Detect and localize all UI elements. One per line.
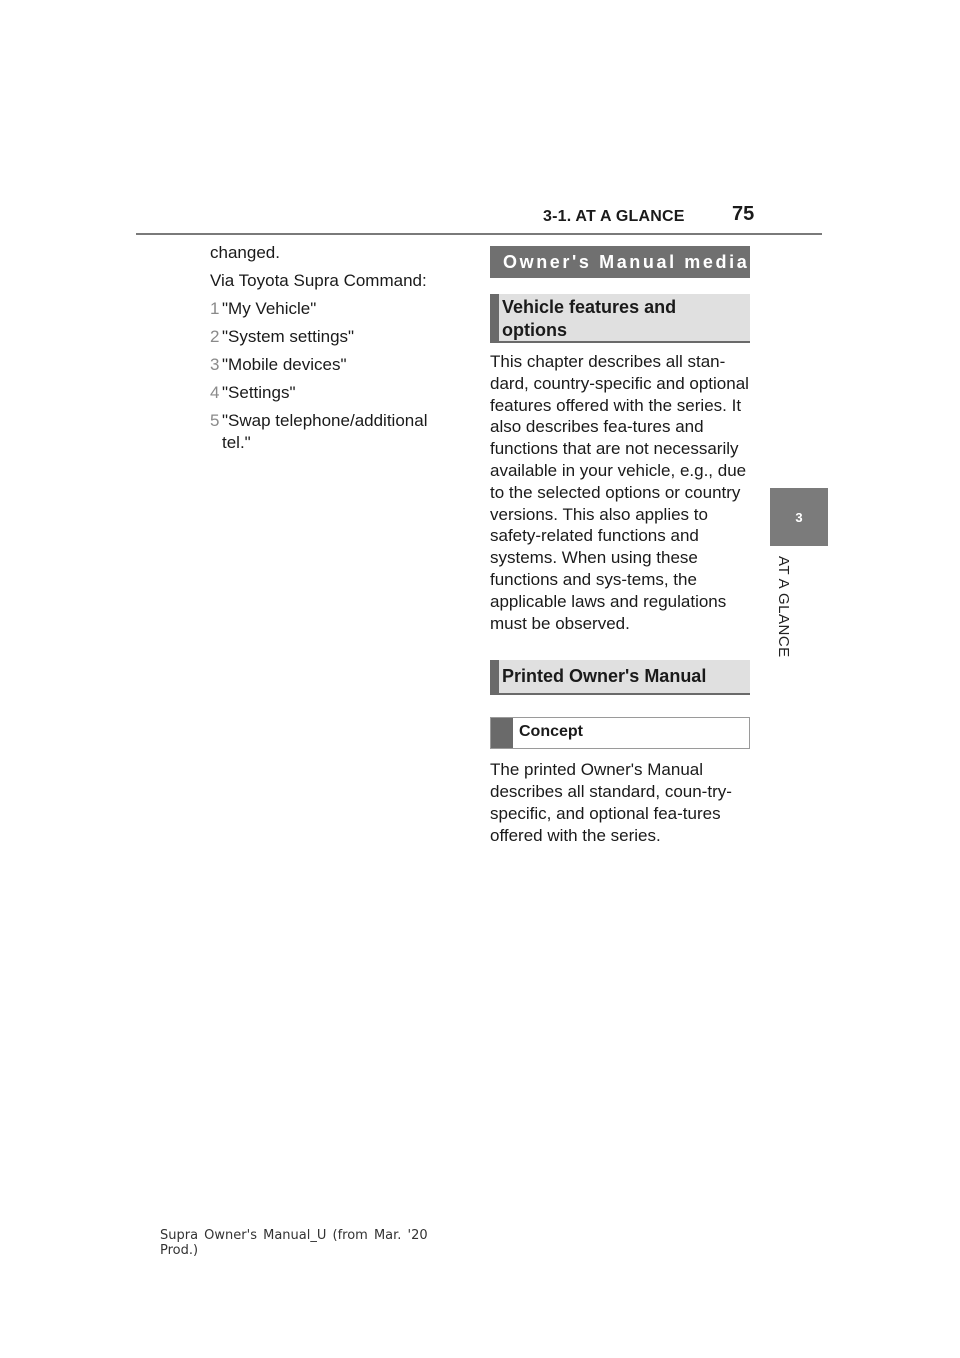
step-text: "Mobile devices" — [222, 355, 347, 374]
step-number: 2 — [210, 327, 220, 346]
header-divider — [136, 233, 822, 235]
concept-label: Concept — [519, 723, 583, 741]
list-item — [210, 410, 460, 454]
section-title: 3-1. AT A GLANCE — [543, 208, 685, 225]
concept-marker — [491, 718, 513, 748]
via-line: Via Toyota Supra Command: — [210, 271, 427, 290]
step-text: "Settings" — [222, 383, 296, 402]
section-banner: Owner's Manual media — [490, 246, 750, 278]
step-number: 4 — [210, 383, 220, 402]
steps-list — [210, 298, 460, 454]
chapter-side-label: AT A GLANCE — [775, 556, 792, 658]
list-item — [210, 382, 460, 404]
vehicle-features-heading: Vehicle features and options — [490, 294, 750, 343]
step-number: 1 — [210, 299, 220, 318]
concept-heading — [490, 717, 750, 749]
printed-manual-text: The printed Owner's Manual describes all standard, coun-try-specific, and optional fea-tures offered with the series. — [490, 760, 732, 845]
step-text: "My Vehicle" — [222, 299, 317, 318]
chapter-tab — [770, 488, 828, 546]
chapter-number: 3 — [795, 509, 803, 525]
list-item — [210, 354, 460, 376]
list-item — [210, 326, 460, 348]
intro-line: changed. — [210, 243, 280, 262]
step-text: "Swap telephone/additional tel." — [222, 411, 428, 452]
footer-text: Supra Owner's Manual_U (from Mar. '20 Prod.) — [160, 1228, 428, 1258]
list-item — [210, 298, 460, 320]
step-text: "System settings" — [222, 327, 355, 346]
printed-manual-heading: Printed Owner's Manual — [490, 660, 750, 695]
left-column — [210, 242, 460, 460]
step-number: 5 — [210, 411, 220, 430]
vehicle-features-text: This chapter describes all stan-dard, country-specific and optional features offered with the series. It also describes fea-tures and functions that are not necessarily available in your vehicle, e.g., due to the selected options or country versions. This also applies to safety-related functions and systems. When using these functions and sys-tems, the applicable laws and regulations must be observed. — [490, 352, 749, 633]
right-column — [490, 246, 750, 847]
page-number: 75 — [732, 203, 755, 225]
step-number: 3 — [210, 355, 220, 374]
